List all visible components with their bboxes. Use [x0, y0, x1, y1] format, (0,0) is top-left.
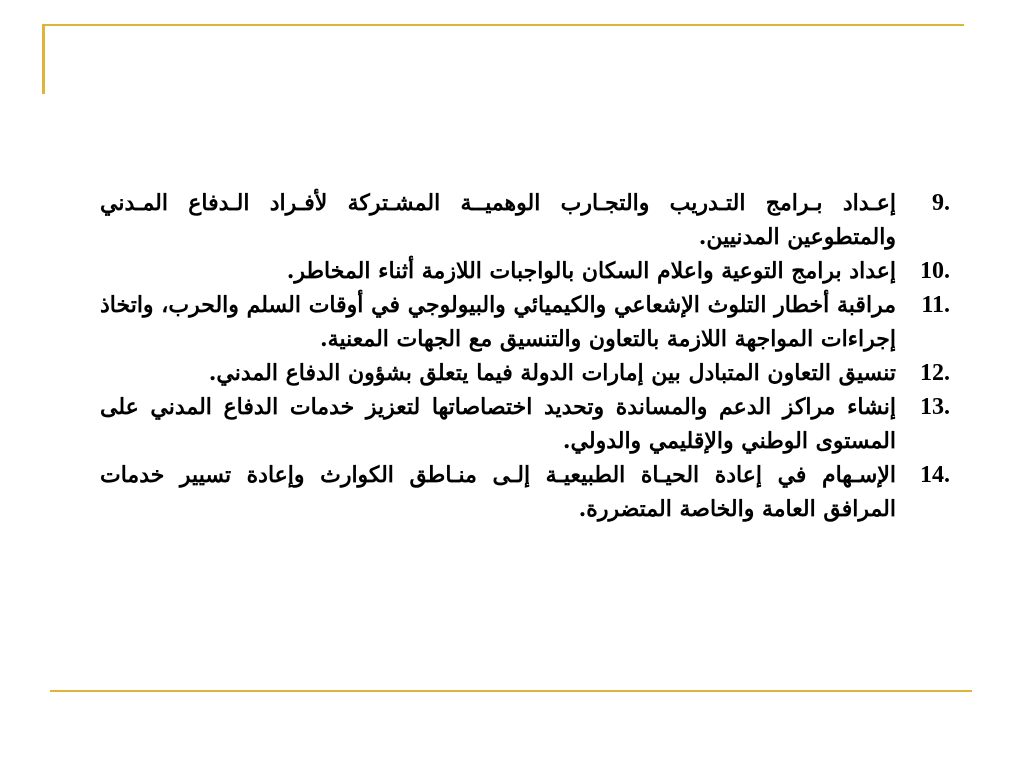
- list-item: [100, 356, 950, 390]
- top-decorative-rule: [42, 24, 964, 26]
- list-item-text: مراقبة أخطار التلوث الإشعاعي والكيميائي والبيولوجي في أوقات السلم والحرب، واتخاذ إجراءات المواجهة اللازمة بالتعاون والتنسيق مع الجهات المعنية.: [100, 292, 896, 352]
- list-item: [100, 254, 950, 288]
- list-item-number: 13.: [920, 394, 950, 420]
- list-item-number: 11.: [921, 292, 950, 318]
- list-item-text: إعداد برامج التوعية واعلام السكان بالواجبات اللازمة أثناء المخاطر.: [286, 258, 896, 284]
- list-item: [100, 186, 950, 254]
- list-item: [100, 288, 950, 356]
- list-item-text: إنشاء مراكز الدعم والمساندة وتحديد اختصاصاتها لتعزيز خدمات الدفاع المدني على المستوى الوطني والإقليمي والدولي.: [100, 394, 896, 454]
- bottom-decorative-rule: [50, 690, 972, 692]
- list-item-text: الإسـهام في إعادة الحيـاة الطبيعيـة إلـى منـاطق الكوارث وإعادة تسيير خدمات المرافق العامة والخاصة المتضررة.: [100, 462, 896, 522]
- numbered-list: [100, 186, 950, 526]
- list-item-number: 9.: [932, 190, 950, 216]
- list-item: [100, 390, 950, 458]
- list-item-number: 14.: [920, 462, 950, 488]
- left-decorative-rule: [42, 24, 45, 94]
- list-item: [100, 458, 950, 526]
- list-item-number: 12.: [920, 360, 950, 386]
- list-item-text: إعـداد بـرامج التـدريب والتجـارب الوهميــة المشـتركة لأفـراد الـدفاع المـدني والمتطوعين المدنيين.: [100, 190, 896, 250]
- list-item-text: تنسيق التعاون المتبادل بين إمارات الدولة فيما يتعلق بشؤون الدفاع المدني.: [208, 360, 896, 386]
- list-item-number: 10.: [920, 258, 950, 284]
